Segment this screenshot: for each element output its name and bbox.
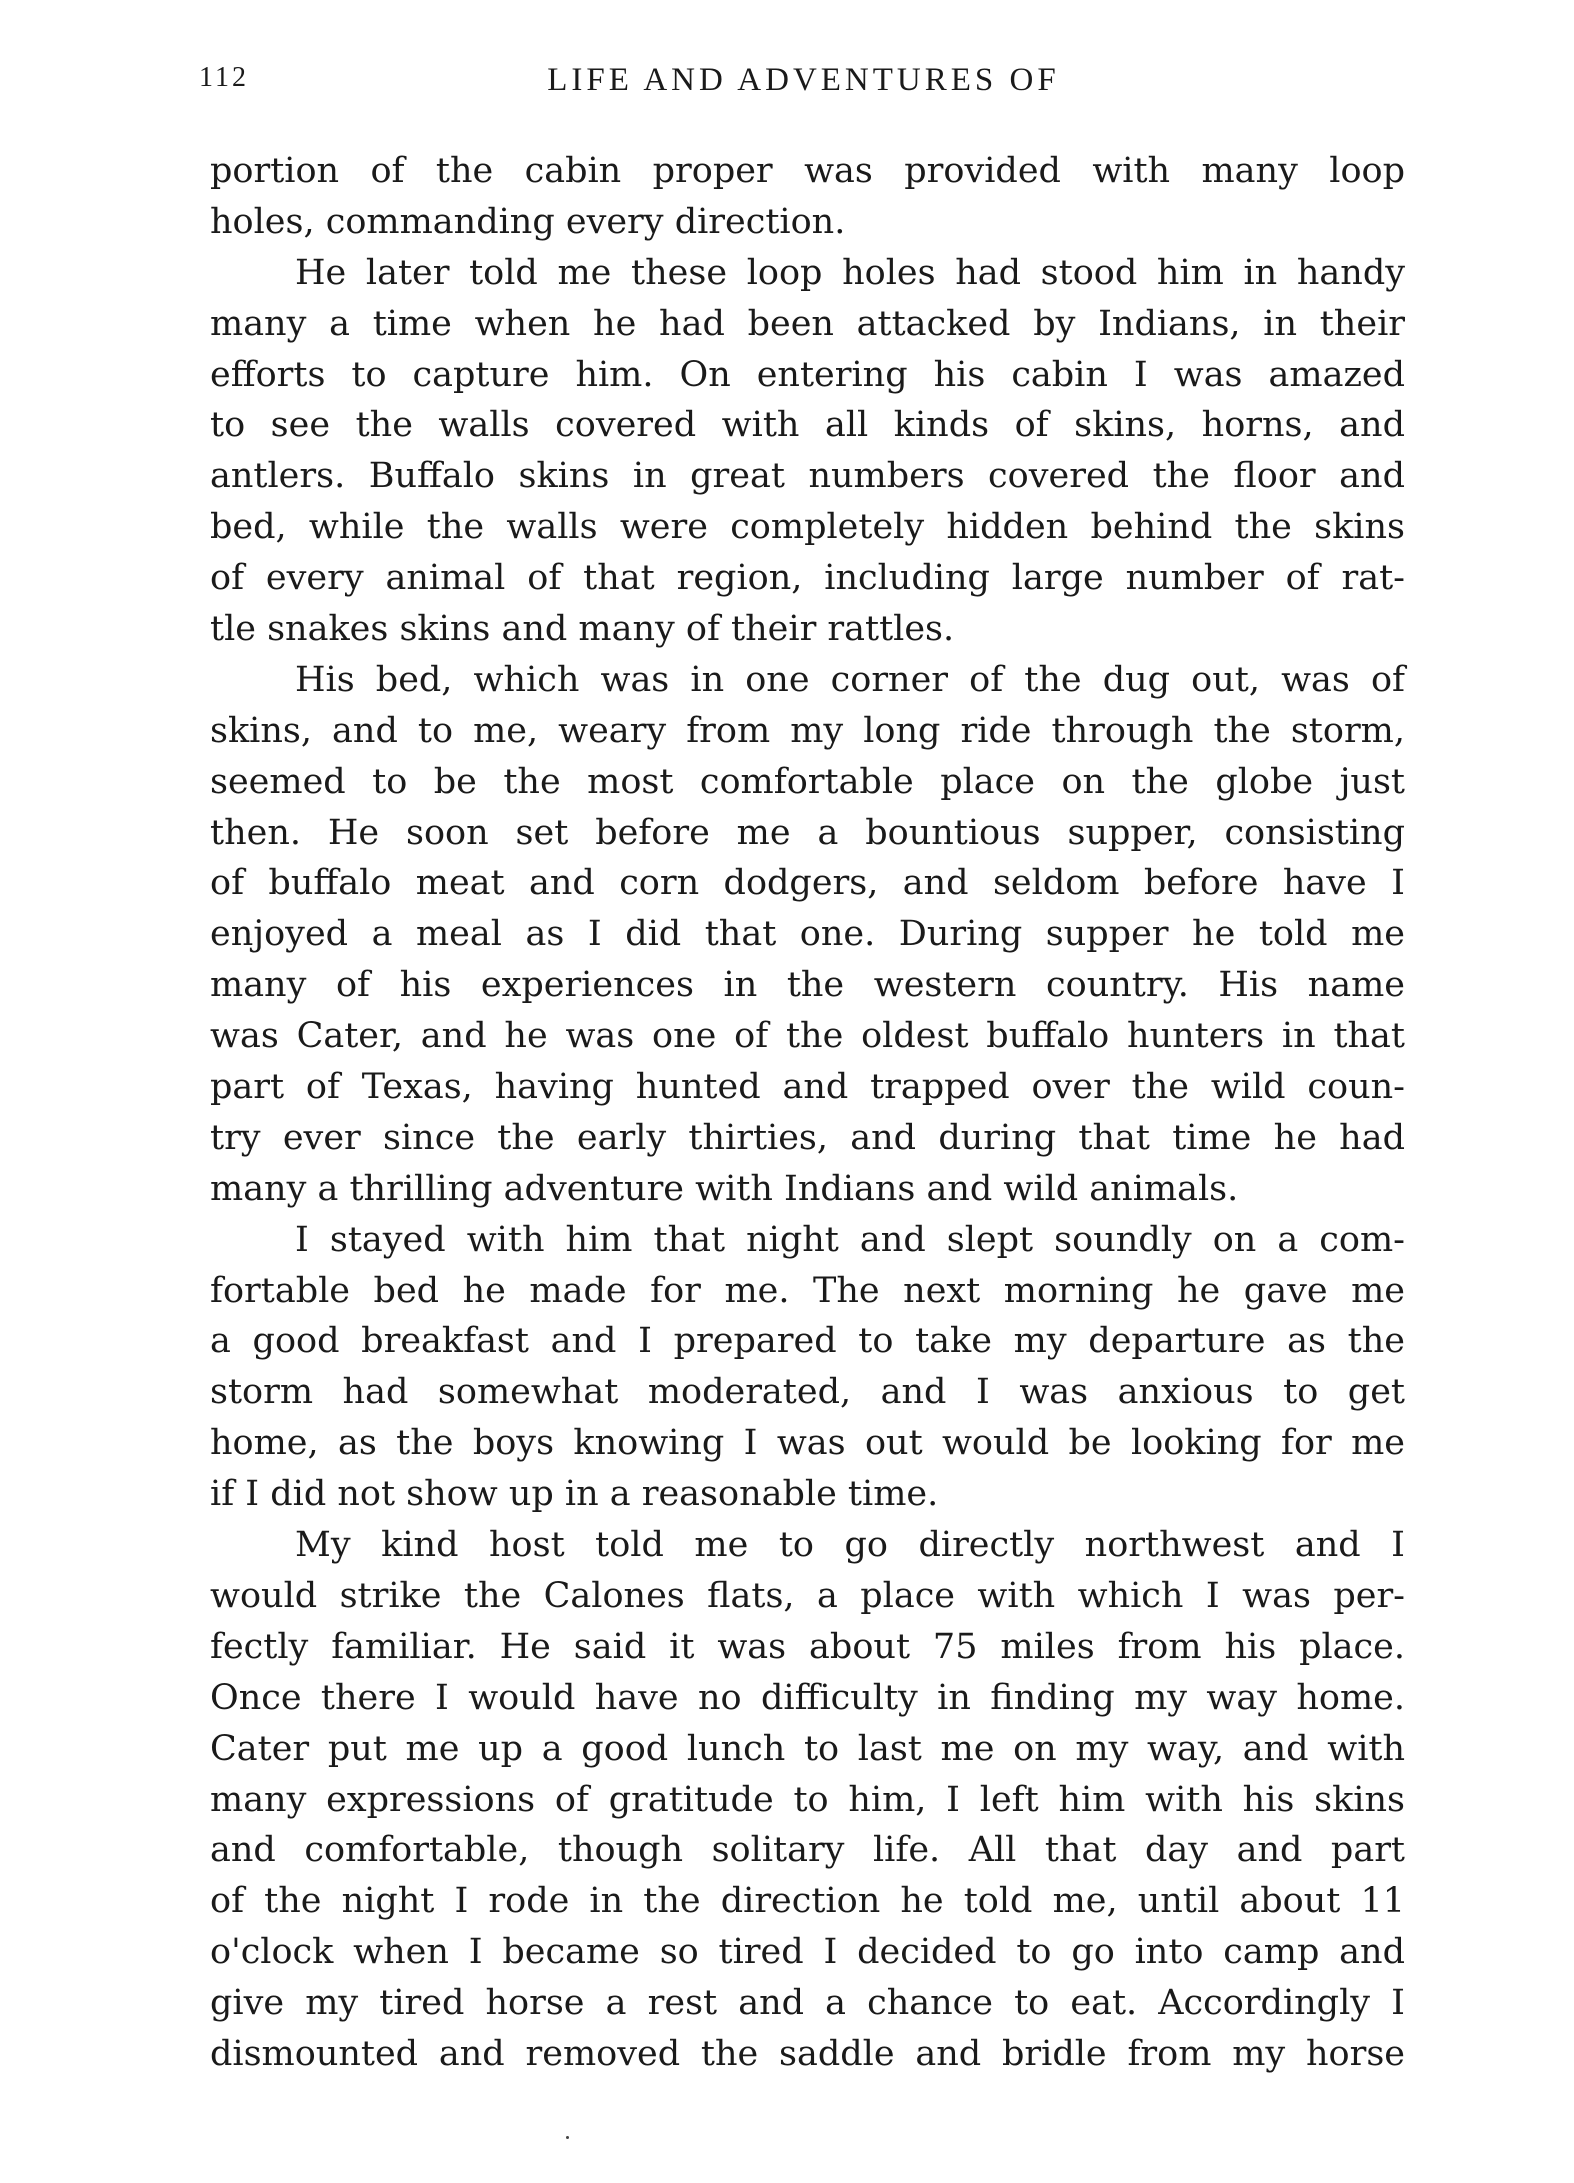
running-head	[199, 62, 1408, 112]
text-line: of the night I rode in the direction he told me, until about 11	[210, 1881, 1405, 1922]
text-line: would strike the Calones flats, a place with which I was per-	[210, 1575, 1405, 1616]
text-line: bed, while the walls were completely hidden behind the skins	[210, 507, 1405, 548]
text-line: fectly familiar. He said it was about 75 miles from his place.	[210, 1626, 1405, 1667]
printer-mark	[566, 2136, 569, 2139]
text-line: storm had somewhat moderated, and I was anxious to get	[210, 1372, 1405, 1413]
text-line: to see the walls covered with all kinds of skins, horns, and	[210, 405, 1405, 446]
text-line: antlers. Buffalo skins in great numbers covered the floor and	[210, 456, 1405, 497]
text-line: His bed, which was in one corner of the dug out, was of	[295, 659, 1405, 700]
paragraph	[210, 1215, 1405, 1520]
text-line: home, as the boys knowing I was out would be looking for me	[210, 1423, 1405, 1464]
text-line: try ever since the early thirties, and during that time he had	[210, 1117, 1405, 1158]
text-line: skins, and to me, weary from my long ride through the storm,	[210, 710, 1405, 751]
text-line: Once there I would have no difficulty in finding my way home.	[210, 1677, 1405, 1718]
text-line: give my tired horse a rest and a chance to eat. Accordingly I	[210, 1983, 1405, 2024]
text-line: many expressions of gratitude to him, I left him with his skins	[210, 1779, 1405, 1820]
paragraph	[210, 655, 1405, 1215]
page-number: 112	[199, 62, 249, 93]
text-line: holes, commanding every direction.	[210, 201, 846, 242]
text-line: and comfortable, though solitary life. All that day and part	[210, 1830, 1405, 1871]
text-line: if I did not show up in a reasonable time.	[210, 1474, 939, 1515]
text-line: efforts to capture him. On entering his cabin I was amazed	[210, 354, 1405, 395]
text-line: many a thrilling adventure with Indians and wild animals.	[210, 1168, 1239, 1209]
text-line: a good breakfast and I prepared to take my departure as the	[210, 1321, 1405, 1362]
text-line: then. He soon set before me a bountious supper, consisting	[210, 812, 1405, 853]
paragraph	[210, 146, 1405, 248]
text-line: part of Texas, having hunted and trapped over the wild coun-	[210, 1067, 1405, 1108]
text-line: seemed to be the most comfortable place on the globe just	[210, 761, 1405, 802]
text-line: enjoyed a meal as I did that one. During supper he told me	[210, 914, 1405, 955]
text-line: I stayed with him that night and slept soundly on a com-	[295, 1219, 1405, 1260]
text-line: dismounted and removed the saddle and bridle from my horse	[210, 2033, 1405, 2074]
text-line: My kind host told me to go directly northwest and I	[295, 1525, 1405, 1566]
text-line: of buffalo meat and corn dodgers, and seldom before have I	[210, 863, 1405, 904]
text-line: portion of the cabin proper was provided with many loop	[210, 151, 1405, 191]
text-line: many of his experiences in the western country. His name	[210, 965, 1405, 1006]
text-line: of every animal of that region, including large number of rat-	[210, 558, 1405, 599]
text-line: He later told me these loop holes had stood him in handy	[295, 252, 1405, 293]
running-title: LIFE AND ADVENTURES OF	[547, 62, 1060, 98]
text-line: many a time when he had been attacked by Indians, in their	[210, 303, 1405, 344]
paragraph	[210, 1520, 1405, 2080]
text-line: Cater put me up a good lunch to last me on my way, and with	[210, 1728, 1405, 1769]
text-line: o'clock when I became so tired I decided to go into camp and	[210, 1932, 1405, 1973]
text-line: was Cater, and he was one of the oldest buffalo hunters in that	[210, 1016, 1405, 1057]
paragraph	[210, 248, 1405, 655]
body-text	[210, 146, 1405, 2080]
text-line: tle snakes skins and many of their rattles.	[210, 609, 955, 650]
text-line: fortable bed he made for me. The next morning he gave me	[210, 1270, 1405, 1311]
